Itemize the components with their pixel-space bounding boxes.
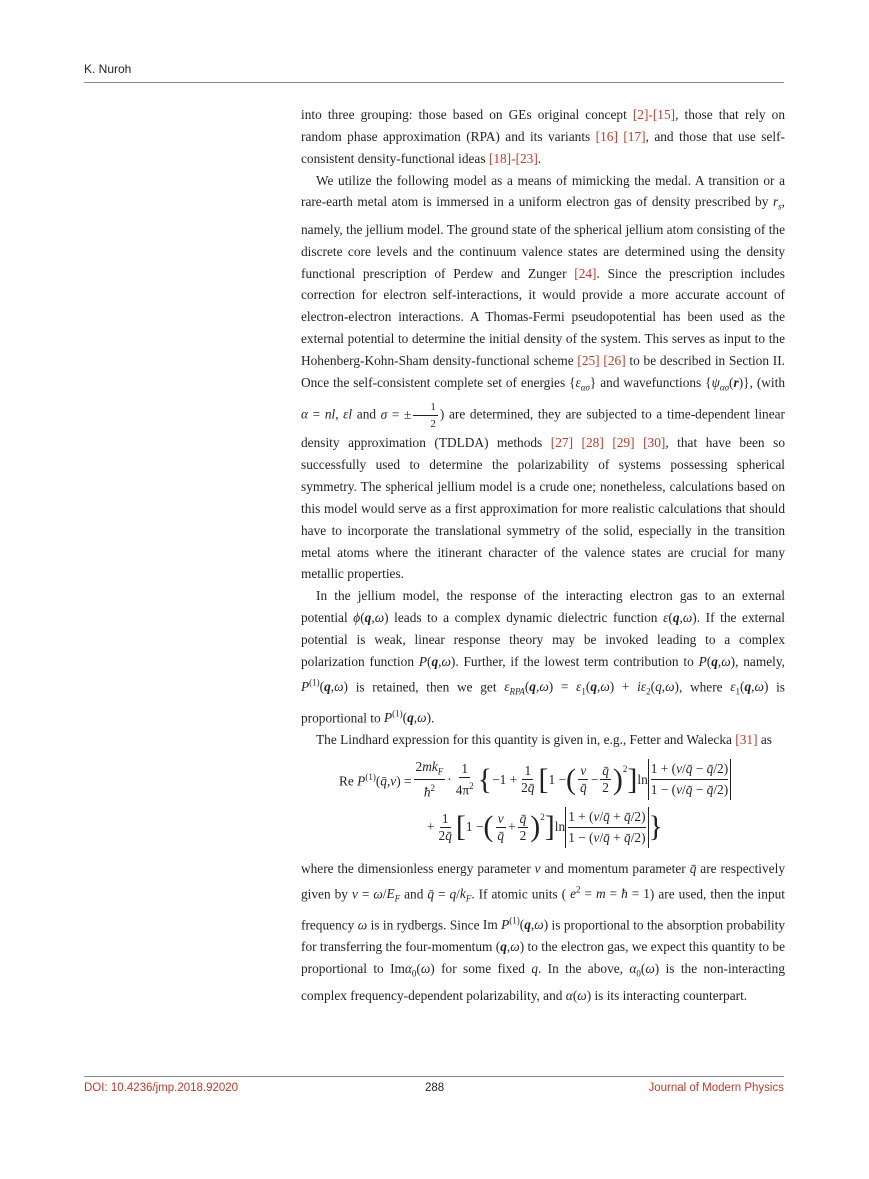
running-header-author: K. Nuroh <box>84 62 132 76</box>
equation-line-1: Re $P^{(1)}(q̄,\nu)$ = $\frac{2mk_F}{ħ^2}$ · $\frac{1}{4\pi^2}$ { −1 + $\frac{1}{2q̄}$ [ 1 − ( $\frac{\nu}{q̄}$ − $\frac{q̄}{2}$ ) $^2$ ] ln 1 + (ν/q̄ − q̄/2) 1 − (ν/q̄ − q̄/2) <box>301 759 785 801</box>
math-qbar-def: q̄ = $q/k_F$ <box>427 886 472 904</box>
math-alpha-def: α = nl, εl <box>301 406 353 422</box>
math-qbar: q̄ <box>689 860 697 876</box>
paragraph-2: We utilize the following model as a means of mimicking the medal. A transition or a rare-earth metal atom is immersed in a uniform electron gas of density prescribed by $r_s$, namely, the jellium model. The ground state of the spherical jellium atom consisting of the discrete core levels and the continuum valence states are determined using the density functional prescription of Perdew and Zunger [24]. Since the prescription includes correction for electron self-interactions, it would provide a more accurate account of electron-electron interactions. A Thomas-Fermi pseudopotential has been used as the external potential to determine the initial density of the system. This serves as input to the Hohenberg-Kohn-Sham density-functional scheme [25] [26] to be described in Section II. Once the self-consistent complete set of energies $\{\varepsilon_{\alpha\sigma}\}$ and wavefunctions $\{\psi_{\alpha\sigma}(r)\}$, (with α = nl, εl and σ = ± $\frac{1}{2}$ ) are determined, they are subjected to a time-dependent linear density approximation (TDLDA) methods [27] [28] [29] [30], that have been so successfully used to determine the polarizability of systems possessing spherical symmetry. The spherical jellium model is a crude one; nonetheless, calculations based on this model would serve as a first approximation for more realistic calculations that should have to incorporate the translational symmetry of the solid, especially in the transition metal atoms where the itinerant character of the valence states are crucial for many metallic properties. <box>301 172 785 582</box>
math-epsilon1: $\varepsilon_1(q,\omega)$ <box>730 679 769 697</box>
citation-link[interactable]: [2]-[15] <box>632 107 676 122</box>
citation-link[interactable]: [27] <box>550 435 574 451</box>
citation-link[interactable]: [26] <box>603 352 626 368</box>
paragraph-1: into three grouping: those based on GEs original concept [2]-[15], those that rely on random phase approximation (RPA) and its variants [16] [17], and those that use self-consistent density-functional ideas [18]-[23]. <box>301 107 785 166</box>
lindhard-equation <box>301 759 785 848</box>
citation-link[interactable]: [30] <box>643 435 666 451</box>
footer-divider <box>84 1076 784 1077</box>
citation-link[interactable]: [29] <box>612 435 635 451</box>
citation-link[interactable]: [24] <box>574 265 597 281</box>
header-divider <box>84 82 784 83</box>
article-body <box>301 104 785 1007</box>
math-phi: ϕ(q,ω) <box>353 610 389 626</box>
math-atomic-units: $e^2 = m$ = ħ = 1 <box>570 884 650 901</box>
math-sigma-def: σ = ± $\frac{1}{2}$ <box>380 401 436 431</box>
citation-link[interactable]: [16] <box>595 128 618 144</box>
math-epsilon-rpa: $\varepsilon_{RPA}(q,\omega) = \varepsilon_1(q,\omega) + i\varepsilon_2(q,\omega)$ <box>504 679 679 697</box>
paragraph-3: In the jellium model, the response of the interacting electron gas to an external potential ϕ(q,ω) leads to a complex dynamic dielectric function ε(q,ω). If the external potential is weak, linear response theory may be invoked leading to a complex polarization function P(q,ω). Further, if the lowest term contribution to P(q,ω), namely, $P^{(1)}(q,\omega)$ is retained, then we get $\varepsilon_{RPA}(q,\omega) = \varepsilon_1(q,\omega) + i\varepsilon_2(q,\omega)$, where $\varepsilon_1(q,\omega)$ is proportional to $P^{(1)}(q,\omega)$. <box>301 588 785 725</box>
math-nu: ν <box>534 860 541 876</box>
equation-line-2: + $\frac{1}{2q̄}$ [ 1 − ( $\frac{\nu}{q̄}$ + $\frac{q̄}{2}$ ) $^2$ ] ln 1 + (ν/q̄ + q̄/2) 1 − (ν/q̄ + q̄/2) } <box>301 807 785 848</box>
citation-link[interactable]: [25] <box>577 352 600 368</box>
math-im-alpha0: Imα$_0$(ω) <box>390 960 435 979</box>
math-alpha: α(ω) <box>565 988 592 1004</box>
footer-doi-link[interactable]: DOI: 10.4236/jmp.2018.92020 <box>84 1082 239 1094</box>
math-alpha0: $\alpha_0(\omega)$ <box>629 960 660 979</box>
math-imP1: Im $P^{(1)}(q,\omega)$ <box>482 915 549 932</box>
footer-page-number: 288 <box>425 1082 445 1094</box>
math-rs: $r_s$ <box>772 194 782 213</box>
citation-link[interactable]: [17] <box>623 128 646 144</box>
math-energy-set: $\{\varepsilon_{\alpha\sigma}\}$ <box>569 374 597 393</box>
math-P: P(q,ω) <box>418 653 456 669</box>
citation-link[interactable]: [18]-[23] <box>488 150 538 166</box>
paragraph-5: where the dimensionless energy parameter ν and momentum parameter q̄ are respectively given by $\nu = \omega/E_F$ and q̄ = $q/k_F$. If atomic units ( $e^2 = m$ = ħ = 1) are used, then the input frequency ω is in rydbergs. Since Im $P^{(1)}(q,\omega)$ is proportional to the absorption probability for transferring the four-momentum (q,ω) to the electron gas, we expect this quantity to be proportional to Imα$_0$(ω) for some fixed q. In the above, $\alpha_0(\omega)$ is the non-interacting complex frequency-dependent polarizability, and α(ω) is its interacting counterpart. <box>301 860 786 1004</box>
math-epsilon: ε(q,ω) <box>663 610 697 626</box>
math-omega: ω <box>357 916 368 932</box>
math-P1: $P^{(1)}(q,\omega)$ <box>384 708 432 725</box>
math-wavefunction-set: $\{\psi_{\alpha\sigma}(r)\}$ <box>705 374 750 393</box>
math-nu-def: $\nu = \omega/E_F$ <box>351 886 401 904</box>
footer-journal-name[interactable]: Journal of Modern Physics <box>648 1082 784 1094</box>
math-q: q <box>531 960 538 976</box>
math-P: P(q,ω) <box>698 653 736 669</box>
paragraph-4: The Lindhard expression for this quantity is given in, e.g., Fetter and Walecka [31] as <box>316 731 772 747</box>
math-q-omega: (q,ω) <box>495 938 525 954</box>
citation-link[interactable]: [28] <box>581 435 604 451</box>
math-P1: $P^{(1)}(q,\omega)$ <box>301 677 348 694</box>
citation-link[interactable]: [31] <box>735 731 758 747</box>
